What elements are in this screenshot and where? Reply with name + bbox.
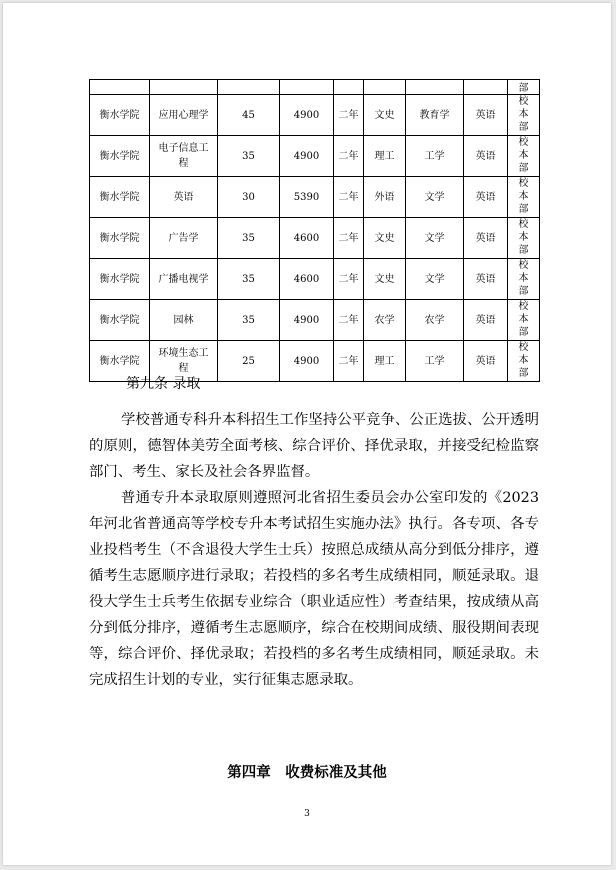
cell-campus	[508, 300, 540, 341]
cell-campus	[508, 341, 540, 382]
cell-category	[364, 300, 406, 341]
cell-text: 校本部	[518, 96, 529, 133]
cell-text: 二年	[338, 273, 359, 285]
cell-text: 英语	[475, 314, 496, 326]
table-row-continued	[90, 80, 540, 95]
cell-campus	[508, 218, 540, 259]
cell-discipline	[406, 95, 464, 136]
table-cell	[90, 80, 150, 95]
cell-tuition	[280, 218, 334, 259]
cell-text: 衡水学院	[99, 273, 140, 285]
cell-category	[364, 177, 406, 218]
table-body	[90, 80, 540, 382]
cell-text: 二年	[338, 191, 359, 203]
cell-text: 5390	[293, 191, 320, 203]
table-row	[90, 300, 540, 341]
cell-text: 校本部	[518, 260, 529, 297]
cell-text: 衡水学院	[99, 232, 140, 244]
cell-campus	[508, 136, 540, 177]
cell-duration	[334, 218, 364, 259]
cell-text: 二年	[338, 314, 359, 326]
cell-text: 环境生态工程	[158, 348, 209, 374]
cell-language	[464, 177, 508, 218]
cell-language	[464, 218, 508, 259]
table-cell	[218, 80, 280, 95]
cell-duration	[334, 95, 364, 136]
cell-text: 农学	[424, 314, 445, 326]
cell-school	[90, 218, 150, 259]
table-cell: 部	[508, 80, 540, 95]
cell-text: 校本部	[518, 342, 529, 379]
enrollment-table	[89, 79, 540, 382]
cell-text: 二年	[338, 109, 359, 121]
cell-discipline	[406, 300, 464, 341]
cell-text: 二年	[338, 150, 359, 162]
cell-text: 校本部	[518, 301, 529, 338]
table-cell	[150, 80, 218, 95]
cell-tuition	[280, 177, 334, 218]
table-row	[90, 218, 540, 259]
table-cell	[334, 80, 364, 95]
cell-text: 工学	[424, 150, 445, 162]
cell-school	[90, 300, 150, 341]
cell-language	[464, 300, 508, 341]
cell-text: 25	[242, 355, 255, 367]
cell-language	[464, 341, 508, 382]
cell-text: 4600	[293, 273, 320, 285]
cell-major	[150, 300, 218, 341]
cell-discipline	[406, 218, 464, 259]
cell-campus	[508, 95, 540, 136]
cell-quota	[218, 136, 280, 177]
table-row	[90, 177, 540, 218]
cell-tuition	[280, 95, 334, 136]
cell-text: 二年	[338, 355, 359, 367]
cell-text: 英语	[475, 355, 496, 367]
cell-text: 文学	[424, 232, 445, 244]
cell-major	[150, 259, 218, 300]
cell-major	[150, 177, 218, 218]
cell-text: 英语	[475, 109, 496, 121]
cell-text: 外语	[374, 191, 395, 203]
cell-text: 应用心理学	[158, 109, 209, 121]
cell-text: 校本部	[518, 137, 529, 174]
page-number: 3	[304, 809, 310, 819]
cell-text: 理工	[374, 150, 395, 162]
cell-text: 电子信息工程	[158, 143, 209, 169]
cell-text: 35	[242, 314, 255, 326]
cell-text: 4900	[293, 355, 320, 367]
cell-discipline	[406, 136, 464, 177]
cell-category	[364, 136, 406, 177]
cell-text: 衡水学院	[99, 109, 140, 121]
cell-major	[150, 136, 218, 177]
cell-category	[364, 95, 406, 136]
cell-text: 理工	[374, 355, 395, 367]
paragraph-2: 普通专升本录取原则遵照河北省招生委员会办公室印发的《2023年河北省普通高等学校专升本考试招生实施办法》执行。各专项、各专业投档考生（不含退役大学生士兵）按照总成绩从高分到低分排序，遵循考生志愿顺序进行录取；若投档的多名考生成绩相同，顺延录取。退役大学生士兵考生依据专业综合（职业适应性）考查结果，按成绩从高分到低分排序，遵循考生志愿顺序，综合在校期间成绩、服役期间表现等，综合评价、择优录取；若投档的多名考生成绩相同，顺延录取。未完成招生计划的专业，实行征集志愿录取。	[89, 490, 539, 688]
cell-major	[150, 218, 218, 259]
cell-text: 广播电视学	[158, 273, 209, 285]
cell-duration	[334, 300, 364, 341]
cell-text: 英语	[475, 273, 496, 285]
cell-text: 文学	[424, 273, 445, 285]
table-row	[90, 136, 540, 177]
cell-text: 衡水学院	[99, 314, 140, 326]
cell-duration	[334, 341, 364, 382]
table-cell	[464, 80, 508, 95]
cell-quota	[218, 341, 280, 382]
cell-tuition	[280, 259, 334, 300]
cell-text: 衡水学院	[99, 355, 140, 367]
cell-quota	[218, 218, 280, 259]
cell-text: 校本部	[518, 178, 529, 215]
table-cell	[364, 80, 406, 95]
cell-text: 4900	[293, 314, 320, 326]
cell-text: 35	[242, 232, 255, 244]
cell-text: 农学	[374, 314, 395, 326]
cell-text: 30	[242, 191, 255, 203]
cell-text: 4900	[293, 109, 320, 121]
cell-text: 工学	[424, 355, 445, 367]
cell-text: 广告学	[168, 232, 199, 244]
cell-text: 4600	[293, 232, 320, 244]
cell-text: 园林	[173, 314, 194, 326]
table-cell	[280, 80, 334, 95]
paragraph-1: 学校普通专科升本科招生工作坚持公平竞争、公正选拔、公开透明的原则，德智体美劳全面考核、综合评价、择优录取，并接受纪检监察部门、考生、家长及社会各界监督。	[89, 412, 539, 480]
cell-text: 文史	[374, 232, 395, 244]
cell-text: 35	[242, 150, 255, 162]
cell-discipline	[406, 259, 464, 300]
cell-text: 4900	[293, 150, 320, 162]
cell-category	[364, 341, 406, 382]
cell-text: 教育学	[419, 109, 450, 121]
cell-text: 衡水学院	[99, 150, 140, 162]
cell-quota	[218, 95, 280, 136]
cell-category	[364, 218, 406, 259]
chapter-title: 第四章 收费标准及其他	[227, 764, 387, 781]
cell-tuition	[280, 341, 334, 382]
cell-discipline	[406, 177, 464, 218]
cell-text: 文史	[374, 273, 395, 285]
cell-quota	[218, 259, 280, 300]
cell-category	[364, 259, 406, 300]
cell-text: 英语	[173, 191, 194, 203]
cell-text: 英语	[475, 191, 496, 203]
cell-tuition	[280, 136, 334, 177]
cell-text: 二年	[338, 232, 359, 244]
cell-text: 校本部	[518, 219, 529, 256]
cell-text: 35	[242, 273, 255, 285]
table-cell	[406, 80, 464, 95]
table-row	[90, 95, 540, 136]
cell-text: 英语	[475, 232, 496, 244]
cell-text: 衡水学院	[99, 191, 140, 203]
cell-school	[90, 136, 150, 177]
cell-tuition	[280, 300, 334, 341]
cell-campus	[508, 177, 540, 218]
section-title: 第九条 录取	[126, 376, 201, 392]
cell-text: 英语	[475, 150, 496, 162]
cell-duration	[334, 136, 364, 177]
cell-text: 45	[242, 109, 255, 121]
cell-language	[464, 259, 508, 300]
cell-school	[90, 259, 150, 300]
cell-language	[464, 95, 508, 136]
cell-quota	[218, 300, 280, 341]
cell-text: 文史	[374, 109, 395, 121]
cell-language	[464, 136, 508, 177]
cell-school	[90, 177, 150, 218]
cell-duration	[334, 259, 364, 300]
cell-duration	[334, 177, 364, 218]
cell-school	[90, 95, 150, 136]
document-page	[3, 3, 611, 865]
cell-text: 文学	[424, 191, 445, 203]
cell-discipline	[406, 341, 464, 382]
cell-campus	[508, 259, 540, 300]
cell-quota	[218, 177, 280, 218]
table-row	[90, 259, 540, 300]
cell-major	[150, 95, 218, 136]
